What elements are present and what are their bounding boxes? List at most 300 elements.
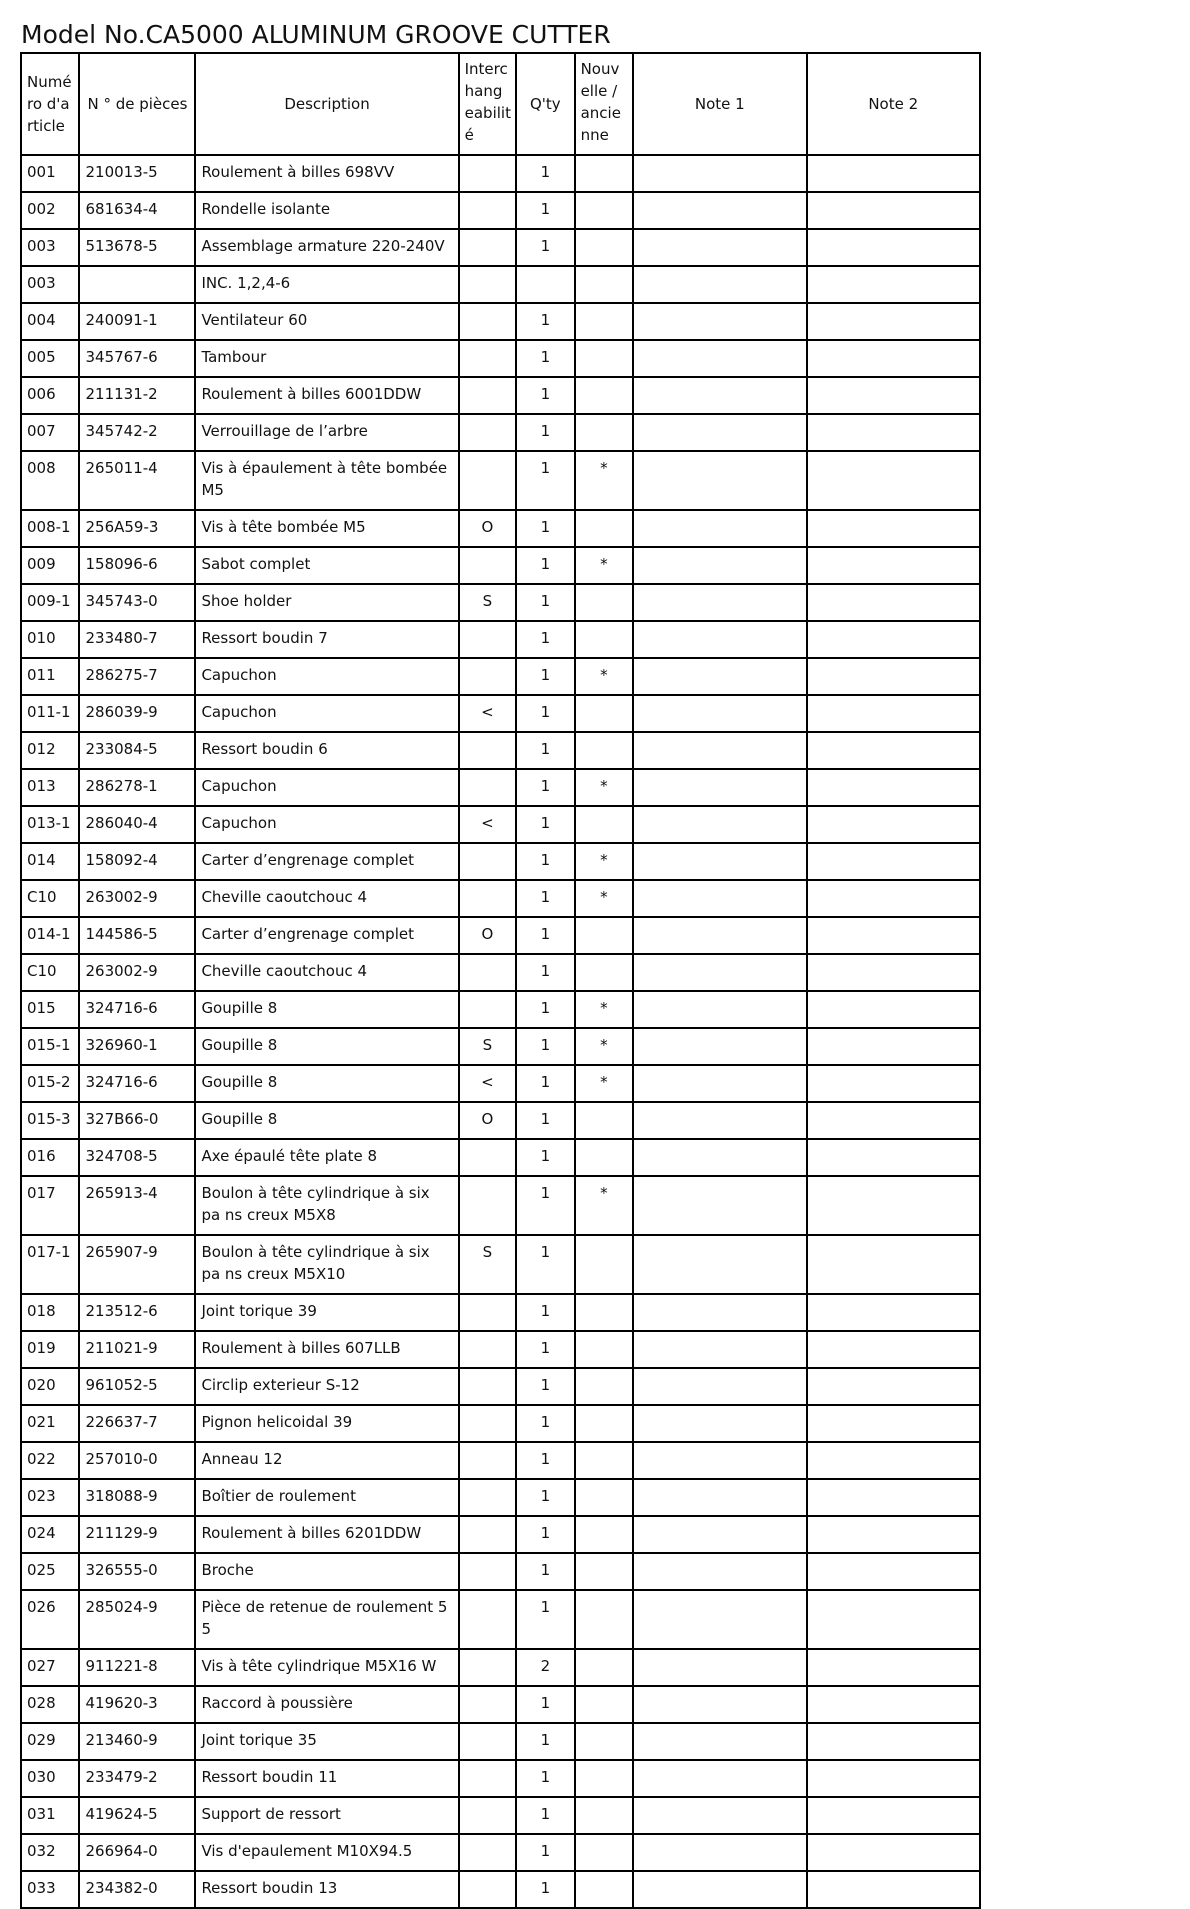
item-number-cell: 008-1	[21, 510, 79, 547]
new-old-cell	[575, 917, 633, 954]
table-row	[21, 1139, 980, 1176]
item-number-cell: 020	[21, 1368, 79, 1405]
note-2-cell	[807, 695, 981, 732]
table-row	[21, 954, 980, 991]
interchangeability-cell	[459, 414, 516, 451]
note-1-cell	[633, 954, 806, 991]
note-1-cell	[633, 1102, 806, 1139]
note-1-cell	[633, 658, 806, 695]
note-1-cell	[633, 414, 806, 451]
note-1-cell	[633, 266, 806, 303]
description-cell: Capuchon	[195, 806, 458, 843]
quantity-cell: 1	[516, 806, 574, 843]
item-number-cell: C10	[21, 880, 79, 917]
description-cell: Ventilateur 60	[195, 303, 458, 340]
item-number-cell: 005	[21, 340, 79, 377]
note-1-cell	[633, 1590, 806, 1649]
quantity-cell: 1	[516, 1442, 574, 1479]
part-number-cell: 326555-0	[79, 1553, 195, 1590]
new-old-cell	[575, 584, 633, 621]
table-row	[21, 229, 980, 266]
description-cell: Pièce de retenue de roulement 5 5	[195, 1590, 458, 1649]
item-number-cell: 015-1	[21, 1028, 79, 1065]
interchangeability-cell: O	[459, 1102, 516, 1139]
description-cell: Goupille 8	[195, 1102, 458, 1139]
interchangeability-cell: O	[459, 917, 516, 954]
note-1-cell	[633, 1442, 806, 1479]
description-cell: Ressort boudin 11	[195, 1760, 458, 1797]
part-number-cell: 265907-9	[79, 1235, 195, 1294]
quantity-cell: 1	[516, 1405, 574, 1442]
note-1-cell	[633, 1871, 806, 1908]
interchangeability-cell	[459, 1479, 516, 1516]
item-number-cell: 031	[21, 1797, 79, 1834]
quantity-cell: 1	[516, 510, 574, 547]
note-1-cell	[633, 303, 806, 340]
note-1-cell	[633, 377, 806, 414]
table-row	[21, 547, 980, 584]
note-1-cell	[633, 917, 806, 954]
part-number-cell: 326960-1	[79, 1028, 195, 1065]
table-row	[21, 1590, 980, 1649]
table-row	[21, 340, 980, 377]
note-1-cell	[633, 1139, 806, 1176]
quantity-cell: 1	[516, 695, 574, 732]
note-2-cell	[807, 880, 981, 917]
table-row	[21, 1235, 980, 1294]
note-1-cell	[633, 1368, 806, 1405]
interchangeability-cell: S	[459, 584, 516, 621]
quantity-cell: 1	[516, 1065, 574, 1102]
description-cell: Joint torique 35	[195, 1723, 458, 1760]
note-1-cell	[633, 1553, 806, 1590]
header-note-1: Note 1	[633, 53, 806, 155]
table-row	[21, 1405, 980, 1442]
part-number-cell: 263002-9	[79, 954, 195, 991]
header-qty: Q'ty	[516, 53, 574, 155]
quantity-cell: 1	[516, 1028, 574, 1065]
interchangeability-cell	[459, 1686, 516, 1723]
note-2-cell	[807, 229, 981, 266]
quantity-cell: 1	[516, 991, 574, 1028]
part-number-cell: 256A59-3	[79, 510, 195, 547]
note-2-cell	[807, 1479, 981, 1516]
note-2-cell	[807, 769, 981, 806]
note-2-cell	[807, 303, 981, 340]
new-old-cell: *	[575, 658, 633, 695]
item-number-cell: 023	[21, 1479, 79, 1516]
item-number-cell: 021	[21, 1405, 79, 1442]
table-row	[21, 1760, 980, 1797]
new-old-cell	[575, 1649, 633, 1686]
new-old-cell	[575, 954, 633, 991]
interchangeability-cell	[459, 1331, 516, 1368]
new-old-cell	[575, 1834, 633, 1871]
page-title: Model No.CA5000 ALUMINUM GROOVE CUTTER	[21, 20, 611, 49]
quantity-cell: 1	[516, 547, 574, 584]
part-number-cell: 681634-4	[79, 192, 195, 229]
part-number-cell: 257010-0	[79, 1442, 195, 1479]
item-number-cell: 027	[21, 1649, 79, 1686]
item-number-cell: 015-3	[21, 1102, 79, 1139]
note-2-cell	[807, 1294, 981, 1331]
note-2-cell	[807, 806, 981, 843]
part-number-cell: 324708-5	[79, 1139, 195, 1176]
note-2-cell	[807, 843, 981, 880]
note-2-cell	[807, 1235, 981, 1294]
part-number-cell: 318088-9	[79, 1479, 195, 1516]
quantity-cell: 1	[516, 303, 574, 340]
note-2-cell	[807, 155, 981, 192]
item-number-cell: 025	[21, 1553, 79, 1590]
new-old-cell: *	[575, 1028, 633, 1065]
new-old-cell	[575, 621, 633, 658]
item-number-cell: 032	[21, 1834, 79, 1871]
interchangeability-cell	[459, 340, 516, 377]
quantity-cell: 1	[516, 229, 574, 266]
item-number-cell: 003	[21, 229, 79, 266]
note-1-cell	[633, 695, 806, 732]
table-row	[21, 1442, 980, 1479]
note-2-cell	[807, 1442, 981, 1479]
quantity-cell: 1	[516, 621, 574, 658]
table-row	[21, 1028, 980, 1065]
part-number-cell: 211129-9	[79, 1516, 195, 1553]
item-number-cell: 024	[21, 1516, 79, 1553]
part-number-cell: 226637-7	[79, 1405, 195, 1442]
description-cell: Axe épaulé tête plate 8	[195, 1139, 458, 1176]
part-number-cell: 286039-9	[79, 695, 195, 732]
quantity-cell: 1	[516, 1331, 574, 1368]
note-1-cell	[633, 1649, 806, 1686]
note-2-cell	[807, 954, 981, 991]
interchangeability-cell	[459, 377, 516, 414]
item-number-cell: 015	[21, 991, 79, 1028]
part-number-cell: 961052-5	[79, 1368, 195, 1405]
description-cell: Vis à tête cylindrique M5X16 W	[195, 1649, 458, 1686]
interchangeability-cell	[459, 991, 516, 1028]
table-row	[21, 621, 980, 658]
item-number-cell: 007	[21, 414, 79, 451]
table-row	[21, 266, 980, 303]
part-number-cell: 513678-5	[79, 229, 195, 266]
part-number-cell: 286040-4	[79, 806, 195, 843]
note-1-cell	[633, 732, 806, 769]
item-number-cell: 011	[21, 658, 79, 695]
note-1-cell	[633, 1516, 806, 1553]
table-row	[21, 584, 980, 621]
item-number-cell: 016	[21, 1139, 79, 1176]
header-new-old: Nouv elle / ancie nne	[575, 53, 633, 155]
note-1-cell	[633, 806, 806, 843]
quantity-cell: 1	[516, 1235, 574, 1294]
note-1-cell	[633, 1235, 806, 1294]
description-cell: Ressort boudin 6	[195, 732, 458, 769]
note-1-cell	[633, 843, 806, 880]
new-old-cell	[575, 1479, 633, 1516]
new-old-cell	[575, 303, 633, 340]
parts-table	[20, 52, 981, 1909]
table-row	[21, 303, 980, 340]
description-cell: Carter d’engrenage complet	[195, 843, 458, 880]
table-row	[21, 1294, 980, 1331]
quantity-cell: 1	[516, 377, 574, 414]
interchangeability-cell	[459, 1871, 516, 1908]
table-row	[21, 451, 980, 510]
note-1-cell	[633, 1686, 806, 1723]
description-cell: Roulement à billes 6001DDW	[195, 377, 458, 414]
new-old-cell: *	[575, 991, 633, 1028]
part-number-cell: 285024-9	[79, 1590, 195, 1649]
quantity-cell: 1	[516, 1723, 574, 1760]
table-row	[21, 192, 980, 229]
part-number-cell: 324716-6	[79, 991, 195, 1028]
item-number-cell: 015-2	[21, 1065, 79, 1102]
item-number-cell: 011-1	[21, 695, 79, 732]
interchangeability-cell	[459, 192, 516, 229]
interchangeability-cell: S	[459, 1235, 516, 1294]
description-cell: Roulement à billes 698VV	[195, 155, 458, 192]
new-old-cell: *	[575, 547, 633, 584]
interchangeability-cell	[459, 1834, 516, 1871]
note-1-cell	[633, 155, 806, 192]
interchangeability-cell: <	[459, 695, 516, 732]
part-number-cell: 265011-4	[79, 451, 195, 510]
quantity-cell: 1	[516, 1176, 574, 1235]
new-old-cell: *	[575, 1176, 633, 1235]
quantity-cell: 1	[516, 769, 574, 806]
part-number-cell: 419620-3	[79, 1686, 195, 1723]
interchangeability-cell	[459, 1723, 516, 1760]
new-old-cell	[575, 1516, 633, 1553]
new-old-cell	[575, 229, 633, 266]
interchangeability-cell	[459, 732, 516, 769]
table-row	[21, 806, 980, 843]
item-number-cell: 013	[21, 769, 79, 806]
note-2-cell	[807, 1028, 981, 1065]
part-number-cell: 211131-2	[79, 377, 195, 414]
note-2-cell	[807, 266, 981, 303]
new-old-cell	[575, 1553, 633, 1590]
interchangeability-cell	[459, 155, 516, 192]
note-2-cell	[807, 917, 981, 954]
note-1-cell	[633, 1723, 806, 1760]
note-2-cell	[807, 584, 981, 621]
table-row	[21, 1797, 980, 1834]
note-2-cell	[807, 1405, 981, 1442]
note-2-cell	[807, 510, 981, 547]
part-number-cell: 240091-1	[79, 303, 195, 340]
header-interchangeability: Interc hang eabilit é	[459, 53, 516, 155]
interchangeability-cell	[459, 954, 516, 991]
description-cell: Roulement à billes 6201DDW	[195, 1516, 458, 1553]
table-row	[21, 510, 980, 547]
note-1-cell	[633, 1331, 806, 1368]
new-old-cell	[575, 510, 633, 547]
item-number-cell: 002	[21, 192, 79, 229]
interchangeability-cell	[459, 1649, 516, 1686]
note-1-cell	[633, 769, 806, 806]
table-row	[21, 917, 980, 954]
item-number-cell: 014-1	[21, 917, 79, 954]
interchangeability-cell	[459, 1442, 516, 1479]
item-number-cell: C10	[21, 954, 79, 991]
new-old-cell: *	[575, 843, 633, 880]
description-cell: Vis d'epaulement M10X94.5	[195, 1834, 458, 1871]
table-row	[21, 1479, 980, 1516]
table-row	[21, 1871, 980, 1908]
part-number-cell: 345742-2	[79, 414, 195, 451]
new-old-cell	[575, 695, 633, 732]
header-part-no: N ° de pièces	[79, 53, 195, 155]
interchangeability-cell	[459, 303, 516, 340]
note-2-cell	[807, 1686, 981, 1723]
part-number-cell: 233479-2	[79, 1760, 195, 1797]
note-2-cell	[807, 732, 981, 769]
description-cell: Circlip exterieur S-12	[195, 1368, 458, 1405]
description-cell: INC. 1,2,4-6	[195, 266, 458, 303]
interchangeability-cell	[459, 880, 516, 917]
table-row	[21, 1065, 980, 1102]
description-cell: Pignon helicoidal 39	[195, 1405, 458, 1442]
note-2-cell	[807, 414, 981, 451]
part-number-cell: 911221-8	[79, 1649, 195, 1686]
interchangeability-cell	[459, 658, 516, 695]
table-row	[21, 843, 980, 880]
note-1-cell	[633, 229, 806, 266]
quantity-cell: 1	[516, 1139, 574, 1176]
quantity-cell: 2	[516, 1649, 574, 1686]
description-cell: Carter d’engrenage complet	[195, 917, 458, 954]
note-1-cell	[633, 1405, 806, 1442]
quantity-cell	[516, 266, 574, 303]
note-2-cell	[807, 1834, 981, 1871]
part-number-cell: 210013-5	[79, 155, 195, 192]
interchangeability-cell	[459, 1553, 516, 1590]
description-cell: Capuchon	[195, 658, 458, 695]
note-1-cell	[633, 1065, 806, 1102]
quantity-cell: 1	[516, 1797, 574, 1834]
note-2-cell	[807, 547, 981, 584]
description-cell: Goupille 8	[195, 1065, 458, 1102]
quantity-cell: 1	[516, 451, 574, 510]
quantity-cell: 1	[516, 1760, 574, 1797]
description-cell: Capuchon	[195, 769, 458, 806]
part-number-cell: 233480-7	[79, 621, 195, 658]
quantity-cell: 1	[516, 1294, 574, 1331]
item-number-cell: 009	[21, 547, 79, 584]
description-cell: Goupille 8	[195, 1028, 458, 1065]
description-cell: Cheville caoutchouc 4	[195, 880, 458, 917]
new-old-cell	[575, 414, 633, 451]
description-cell: Support de ressort	[195, 1797, 458, 1834]
table-row	[21, 658, 980, 695]
note-2-cell	[807, 991, 981, 1028]
note-2-cell	[807, 192, 981, 229]
note-2-cell	[807, 1139, 981, 1176]
interchangeability-cell	[459, 1368, 516, 1405]
table-row	[21, 991, 980, 1028]
new-old-cell	[575, 1797, 633, 1834]
new-old-cell: *	[575, 1065, 633, 1102]
quantity-cell: 1	[516, 917, 574, 954]
item-number-cell: 018	[21, 1294, 79, 1331]
item-number-cell: 001	[21, 155, 79, 192]
note-2-cell	[807, 377, 981, 414]
note-2-cell	[807, 1368, 981, 1405]
new-old-cell	[575, 806, 633, 843]
table-row	[21, 769, 980, 806]
description-cell: Roulement à billes 607LLB	[195, 1331, 458, 1368]
description-cell: Anneau 12	[195, 1442, 458, 1479]
part-number-cell: 234382-0	[79, 1871, 195, 1908]
quantity-cell: 1	[516, 1553, 574, 1590]
description-cell: Goupille 8	[195, 991, 458, 1028]
note-1-cell	[633, 340, 806, 377]
new-old-cell	[575, 1590, 633, 1649]
item-number-cell: 030	[21, 1760, 79, 1797]
quantity-cell: 1	[516, 414, 574, 451]
part-number-cell: 158096-6	[79, 547, 195, 584]
description-cell: Tambour	[195, 340, 458, 377]
description-cell: Verrouillage de l’arbre	[195, 414, 458, 451]
description-cell: Joint torique 39	[195, 1294, 458, 1331]
table-row	[21, 1834, 980, 1871]
item-number-cell: 029	[21, 1723, 79, 1760]
part-number-cell: 286278-1	[79, 769, 195, 806]
note-2-cell	[807, 451, 981, 510]
description-cell: Raccord à poussière	[195, 1686, 458, 1723]
quantity-cell: 1	[516, 155, 574, 192]
note-2-cell	[807, 1871, 981, 1908]
table-row	[21, 880, 980, 917]
item-number-cell: 004	[21, 303, 79, 340]
note-2-cell	[807, 1102, 981, 1139]
part-number-cell: 233084-5	[79, 732, 195, 769]
new-old-cell	[575, 266, 633, 303]
note-1-cell	[633, 510, 806, 547]
quantity-cell: 1	[516, 1516, 574, 1553]
note-1-cell	[633, 1028, 806, 1065]
table-row	[21, 732, 980, 769]
note-2-cell	[807, 1649, 981, 1686]
item-number-cell: 019	[21, 1331, 79, 1368]
part-number-cell: 286275-7	[79, 658, 195, 695]
table-row	[21, 695, 980, 732]
part-number-cell	[79, 266, 195, 303]
interchangeability-cell	[459, 1516, 516, 1553]
quantity-cell: 1	[516, 1590, 574, 1649]
note-2-cell	[807, 1331, 981, 1368]
new-old-cell	[575, 1405, 633, 1442]
part-number-cell: 213460-9	[79, 1723, 195, 1760]
quantity-cell: 1	[516, 1871, 574, 1908]
note-2-cell	[807, 340, 981, 377]
interchangeability-cell	[459, 266, 516, 303]
new-old-cell	[575, 1723, 633, 1760]
interchangeability-cell: <	[459, 1065, 516, 1102]
header-note-2: Note 2	[807, 53, 981, 155]
description-cell: Capuchon	[195, 695, 458, 732]
description-cell: Cheville caoutchouc 4	[195, 954, 458, 991]
interchangeability-cell	[459, 621, 516, 658]
description-cell: Rondelle isolante	[195, 192, 458, 229]
interchangeability-cell	[459, 1760, 516, 1797]
table-row	[21, 1553, 980, 1590]
item-number-cell: 026	[21, 1590, 79, 1649]
note-1-cell	[633, 192, 806, 229]
new-old-cell	[575, 1331, 633, 1368]
